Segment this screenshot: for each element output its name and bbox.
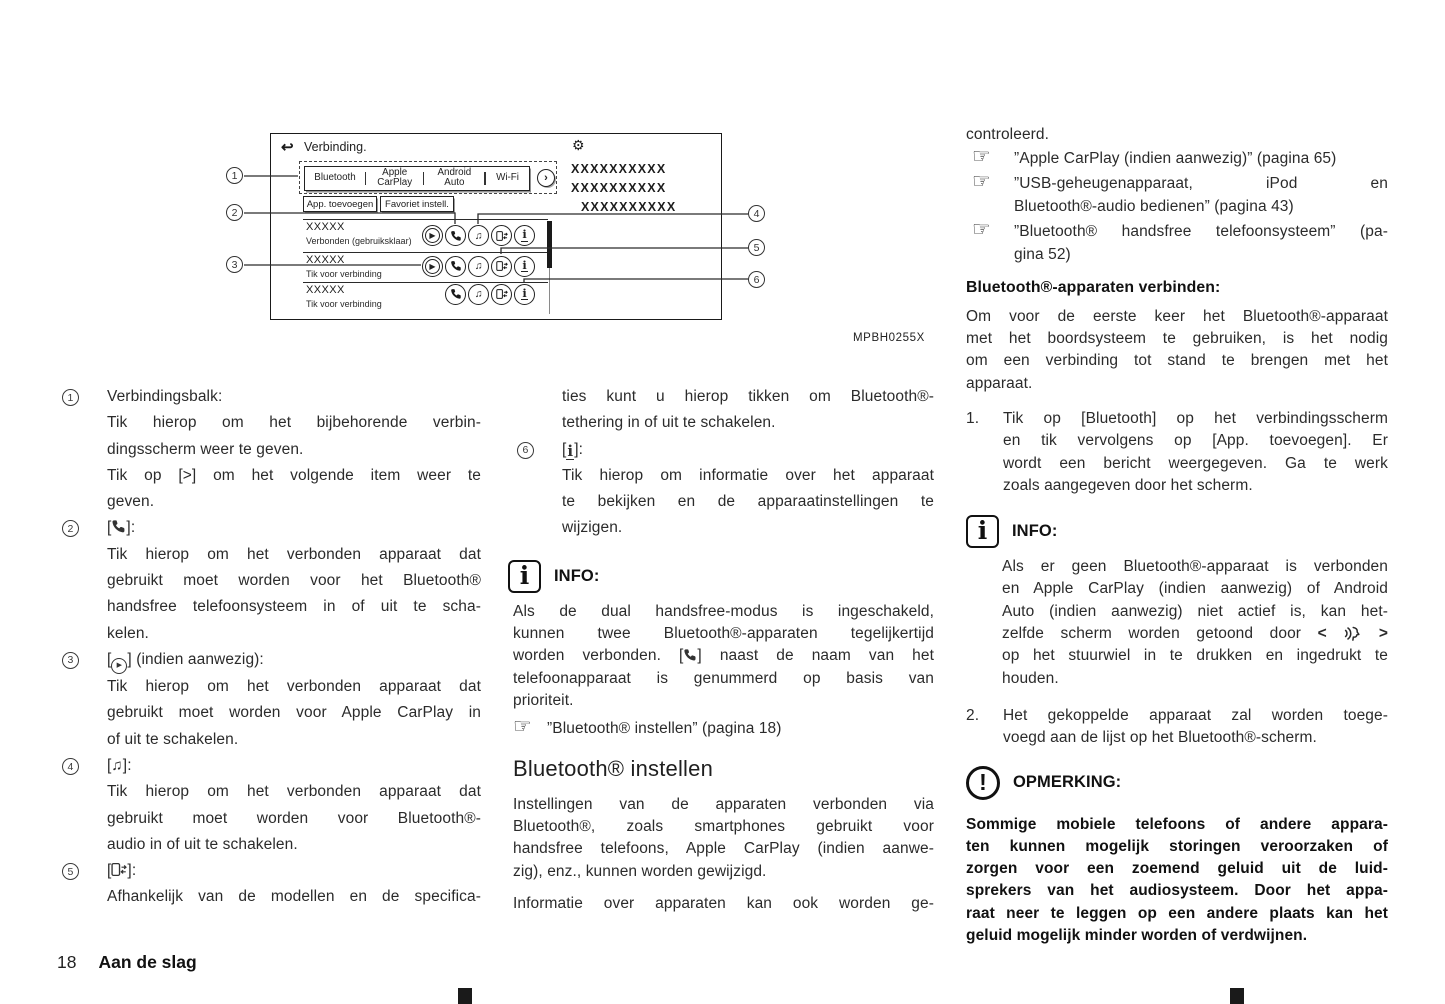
item-4-paragraph: Tik hierop om het verbonden apparaat dat gebruikt moet worden voor Bluetooth®- audio in of uit te schakelen. [107,783,481,853]
connection-bar [299,161,557,194]
music-note-icon: ♫ [474,288,483,300]
info-icon: i [567,441,574,460]
tab-wifi-label: Wi-Fi [496,171,519,183]
device-status: Verbonden (gebruiksklaar) [306,236,412,246]
handsfree-phone-icon [683,648,697,662]
step-2-text: Het gekoppelde apparaat zal worden toege- voegd aan de lijst op het Bluetooth®-scherm. [1003,706,1388,747]
tethering-device-icon [111,862,127,877]
play-icon: ▶ [116,661,123,669]
callout-4 [748,205,765,222]
bracket: ] [127,650,132,668]
item-2-number [62,520,79,537]
legend-item-4 [57,753,481,858]
gear-icon: ⚙ [572,137,585,153]
tab-android-auto-label: Android Auto [437,166,472,188]
bracket: ]: [127,862,137,880]
placeholder-line: XXXXXXXXXX [581,200,677,214]
scrollbar-thumb [547,221,552,268]
item-5-paragraph-continued: ties kunt u hierop tikken om Bluetooth®- tethering in of uit te schakelen. [562,388,934,432]
connection-tabs [304,166,530,191]
carplay-toggle-icon [422,225,443,246]
callout-5-label: 5 [753,241,760,254]
info-icon: i [522,227,527,242]
music-note-icon: ♫ [111,757,123,774]
device-info-icon [514,256,535,277]
legend-item-6 [513,437,934,542]
screen-title: Verbinding. [304,140,367,154]
callout-5 [748,239,765,256]
item-1-number-label: 1 [67,391,74,404]
step-1 [966,408,1388,497]
callout-3-label: 3 [231,258,238,271]
callout-6 [748,271,765,288]
section-paragraph: Instellingen van de apparaten verbonden via Bluetooth®, zoals smartphones gebruikt voor handsfree telefoons, Apple CarPlay (indien aanwe- zig), enz., kunnen worden gewijzigd. [513,795,934,880]
binding-tab-mark [458,988,472,1004]
callout-1-label: 1 [231,169,238,182]
item-2-paragraph: Tik hierop om het verbonden apparaat dat gebruikt moet worden voor het Bluetooth® handsfree telefoonsysteem in of uit te scha- kelen. [107,545,481,642]
device-status: Tik voor verbinding [306,269,382,279]
callout-2 [226,204,243,221]
text-segment: ] naast de naam van het [697,647,935,665]
info-icon: i [522,285,527,300]
item-3-number-label: 3 [67,654,74,667]
audio-toggle-icon [468,284,489,305]
pointing-hand-icon: ☞ [972,145,991,169]
item-5-number [62,863,79,880]
tab-bluetooth [305,167,365,190]
column-1 [57,384,481,911]
legend-item-3 [57,647,481,753]
item-6-paragraph: Tik hierop om informatie over het apparaat te bekijken en de apparaatinstellingen te wijzigen. [562,466,934,537]
info-paragraph-lines: Als de dual handsfree-modus is ingeschakeld, kunnen twee Bluetooth®-apparaten tegelijkertijd [513,602,934,643]
item-2-term [107,515,481,541]
music-note-icon: ♫ [474,260,483,272]
tab-apple-carplay [366,167,423,190]
info-paragraph [513,601,934,712]
paragraph-continued: controleerd. [966,126,1050,143]
item-4-term [107,753,481,779]
next-item-button [537,169,555,187]
callout-4-label: 4 [753,207,760,220]
add-app-button [303,196,377,212]
item-6-number-label: 6 [522,444,529,457]
step-1-text: Tik op [Bluetooth] op het verbindingsscherm en tik vervolgens op [App. toevoegen]. Er wordt een bericht weergegeven. Ga te werk zoals aangegeven door het scherm. [1003,409,1388,494]
info-paragraph-lines: Als er geen Bluetooth®-apparaat is verbonden en Apple CarPlay (indien aanwezig) of Android Auto (indien aanwezig) niet actief is, kan het- [1002,558,1388,620]
legend-item-1 [57,384,481,515]
tab-bluetooth-label: Bluetooth [314,171,356,183]
item-6-term [562,437,934,463]
step-2 [966,705,1388,750]
item-3-suffix: (indien aanwezig): [131,650,264,668]
note-paragraph: Sommige mobiele telefoons of andere appara- ten kunnen mogelijk storingen veroorzaken of zorgen voor een zoemend geluid uit de luid- sprekers van het audiosysteem. Door het appa- raat neer te leggen op een andere plaats kan het geluid mogelijk minder worden of verdwijnen. [966,815,1388,945]
item-5-term [107,858,481,884]
tab-android-auto [424,167,484,190]
infotainment-figure [50,120,940,365]
note-label: OPMERKING: [1013,773,1122,792]
cross-reference-text: ”Apple CarPlay (indien aanwezig)” (pagina 65) [1014,150,1337,168]
info-icon-glyph: i [519,560,530,590]
step-2-number: 2. [966,706,980,724]
info-paragraph-icon-line [513,645,934,667]
tethering-toggle-icon [491,256,512,277]
item-4-number [62,758,79,775]
list-divider [303,219,548,220]
audio-toggle-icon [468,225,489,246]
text-segment: zelfde scherm worden getoond door [1002,625,1318,643]
column-3 [966,124,1388,947]
callout-1 [226,167,243,184]
page-number: 18 [57,952,77,972]
item-3-paragraph: Tik hierop om het verbonden apparaat dat gebruikt moet worden voor Apple CarPlay in of uit te schakelen. [107,678,481,748]
page-footer [57,952,197,973]
carplay-toggle-icon [422,256,443,277]
cross-reference-text: ”USB-geheugenapparaat, iPod en Bluetooth®-audio bedienen” (pagina 43) [1014,174,1388,216]
cross-reference-text: ”Bluetooth® handsfree telefoonsysteem” (pa- gina 52) [1014,222,1388,264]
device-icons [422,256,535,277]
device-name: XXXXX [306,253,345,266]
item-4-number-label: 4 [67,760,74,773]
device-status: Tik voor verbinding [306,298,382,309]
exclamation-icon [966,766,1000,800]
screen-illustration [270,133,722,320]
text-segment: worden verbonden. [ [513,647,684,665]
info-label: INFO: [1012,522,1058,541]
legend-item-5 [57,858,481,911]
play-icon: ▶ [425,259,440,274]
device-name: XXXXX [306,283,345,296]
legend-item-2 [57,515,481,646]
placeholder-text-block [571,160,676,217]
sub-heading: Bluetooth®-apparaten verbinden: [966,278,1221,296]
bracket: ]: [126,519,136,537]
device-name: XXXXX [306,221,345,233]
exclamation-glyph: ! [979,769,987,796]
add-app-button-label: App. toevoegen [306,198,374,210]
info-icon: i [522,257,527,272]
bracket: ]: [122,757,132,774]
callout-3 [226,256,243,273]
figure-code: MPBH0255X [853,332,925,344]
callout-2-label: 2 [231,206,238,219]
cross-reference [966,169,1388,219]
handsfree-toggle-icon [445,225,466,246]
bracket: ]: [574,440,584,458]
device-icons [445,284,535,305]
step-1-number: 1. [966,409,980,427]
voice-command-icon [1343,625,1362,642]
item-5-paragraph: Afhankelijk van de modellen en de specifica- [107,888,481,906]
item-3-number [62,652,79,669]
item-6-number [517,442,534,459]
bracket: [ [107,757,112,774]
binding-tab-mark [1230,988,1244,1004]
section-paragraph: Informatie over apparaten kan ook worden ge- [513,894,934,912]
info-label: INFO: [554,566,600,585]
cross-reference [966,147,1388,171]
pointing-hand-icon: ☞ [513,715,532,739]
pointing-hand-icon: ☞ [972,217,991,241]
column-2 [513,384,934,915]
scrollbar-track [549,268,551,314]
chevron-right-icon: › [544,172,548,184]
info-paragraph-lines: telefoonapparaat is genummerd op basis van prioriteit. [513,669,934,709]
info-icon-glyph: i [977,516,988,546]
carplay-play-icon [111,658,127,674]
info-paragraph-lines: op het stuurwiel in te drukken en ingedrukt te houden. [1002,647,1388,687]
bracket: [ [107,650,112,668]
bracket: [ [107,519,112,537]
item-1-number [62,389,79,406]
section-heading: Bluetooth® instellen [513,755,714,781]
music-note-icon: ♫ [474,229,483,242]
info-box-icon [508,560,541,593]
tab-apple-carplay-label: Apple CarPlay [377,166,413,188]
callout-6-label: 6 [753,273,760,286]
cross-reference [513,717,934,741]
tab-wifi [486,167,530,190]
section-title: Aan de slag [98,952,197,972]
favorite-set-button [380,196,454,212]
list-divider [303,252,548,253]
list-divider [303,282,548,283]
bracket: [ [107,862,112,880]
handsfree-toggle-icon [445,284,466,305]
item-1-paragraph: Tik op [>] om het volgende item weer te geven. [107,466,481,511]
favorite-set-button-label: Favoriet instell. [385,198,449,210]
play-icon: ▶ [425,228,440,243]
item-5-number-label: 5 [67,865,74,878]
section-paragraph: Om voor de eerste keer het Bluetooth®-apparaat met het boordsysteem te gebruiken, is het nodig om een verbinding tot stand te brengen met het apparaat. [966,307,1388,392]
tethering-toggle-icon [491,284,512,305]
tethering-toggle-icon [491,225,512,246]
placeholder-line: XXXXXXXXXX [571,181,667,195]
item-1-term: Verbindingsbalk: [107,388,223,405]
angle-close: > [1378,625,1388,643]
back-icon: ↩ [281,139,294,156]
cross-reference-text: ”Bluetooth® instellen” (pagina 18) [547,720,782,738]
item-3-term [107,647,481,674]
angle-open: < [1317,625,1327,643]
note-block-header [966,766,1388,800]
info-block-header [966,515,1388,548]
item-2-number-label: 2 [67,522,74,535]
info-paragraph [966,556,1388,690]
cross-reference [966,217,1388,267]
device-icons [422,225,535,246]
info-block-header [508,560,934,593]
device-info-icon [514,284,535,305]
item-1-paragraph: Tik hierop om het bijbehorende verbin- dingsscherm weer te geven. [107,414,481,458]
info-paragraph-icon-line [1002,623,1388,645]
pointing-hand-icon: ☞ [972,169,991,193]
handsfree-toggle-icon [445,256,466,277]
info-box-icon [966,515,999,548]
placeholder-line: XXXXXXXXXX [571,162,667,176]
bracket: [ [562,440,567,458]
device-info-icon [514,225,535,246]
audio-toggle-icon [468,256,489,277]
handsfree-phone-icon [111,519,126,534]
